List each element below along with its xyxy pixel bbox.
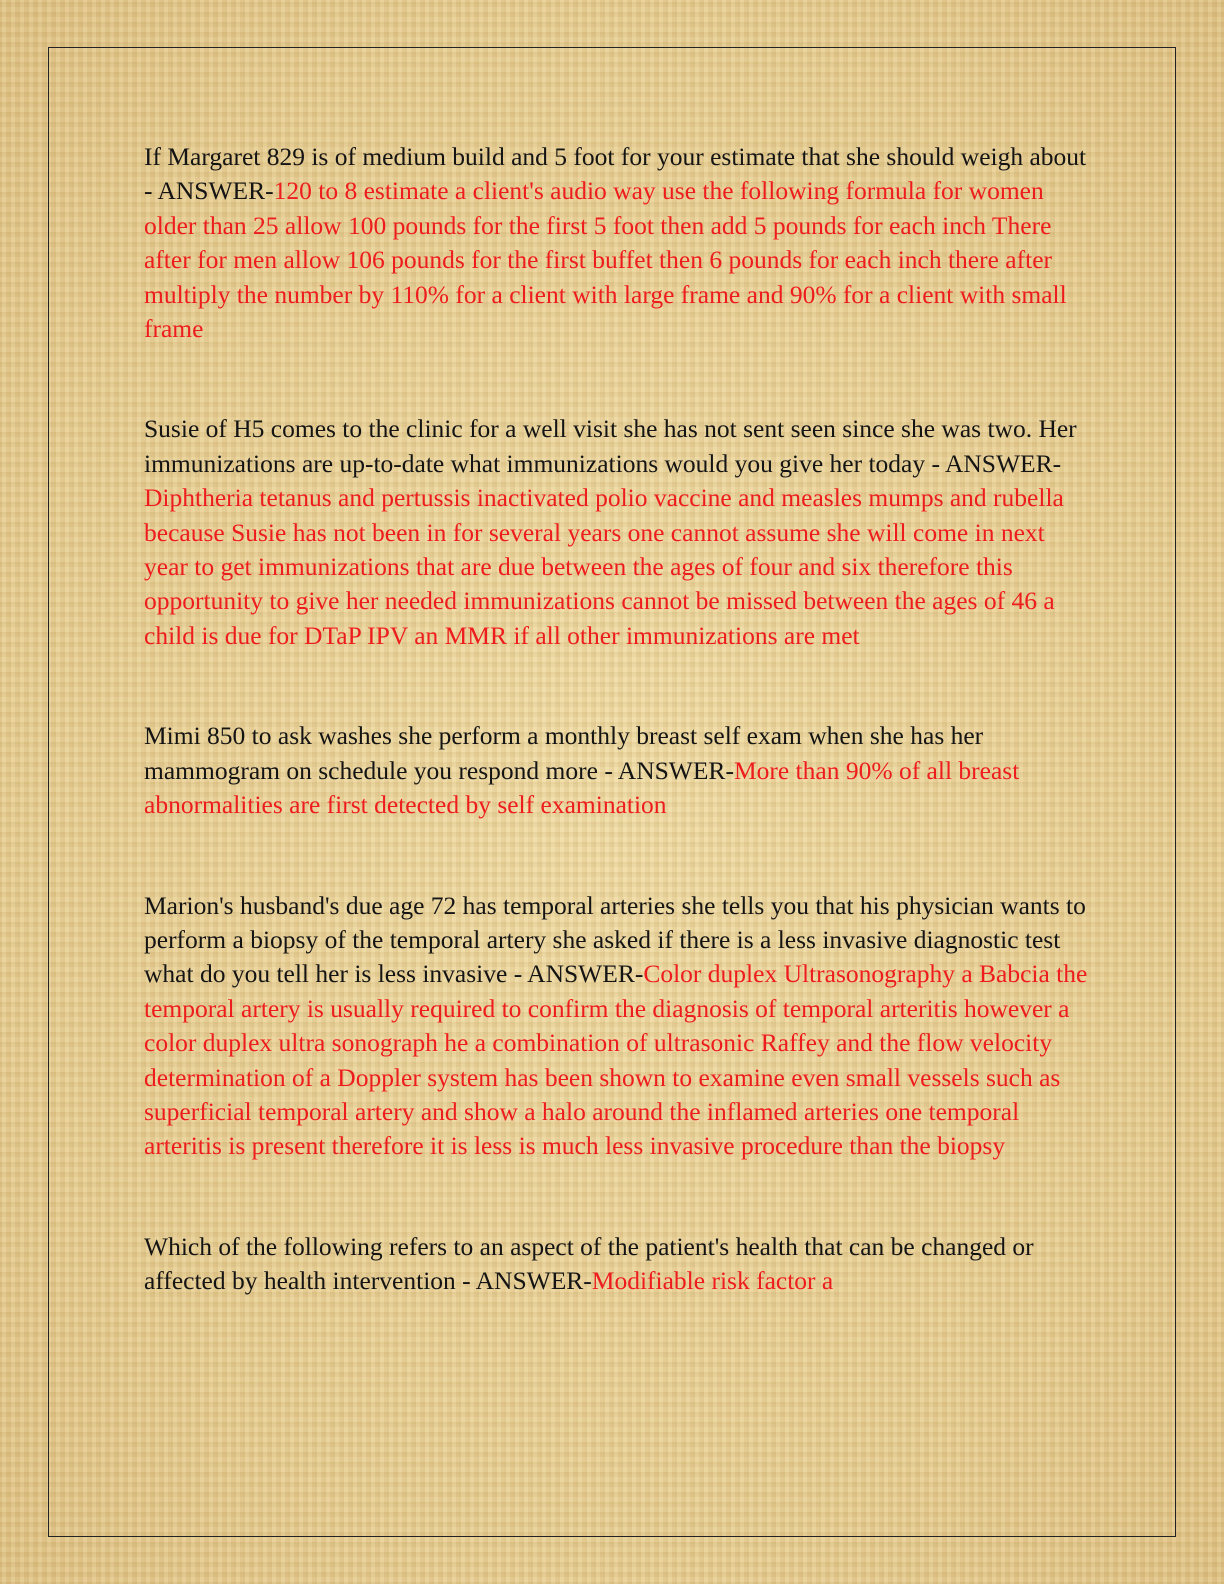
answer-separator: - ANSWER-	[507, 959, 644, 989]
answer-separator: - ANSWER-	[144, 176, 274, 206]
qa-item	[144, 889, 1089, 1164]
answer-text: Modifiable risk factor a	[591, 1266, 834, 1296]
question-text: Which of the following refers to an aspect of the patient's health that can be changed or affected by health intervention	[144, 1231, 1034, 1296]
qa-item	[144, 719, 1089, 822]
question-text: Marion's husband's due age 72 has temporal arteries she tells you that his physician wants to perform a biopsy of the temporal artery she asked if there is a less invasive diagnostic test what do you tell her is less invasive	[144, 890, 1086, 989]
qa-item	[144, 412, 1089, 653]
answer-text: Color duplex Ultrasonography a Babcia the temporal artery is usually required to confirm the diagnosis of temporal arteritis however a color duplex ultra sonograph he a combination of ultrasonic Raffey and the flow velocity determination of a Doppler system has been shown to examine even small vessels such as superficial temporal artery and show a halo around the inflamed arteries one temporal arteritis is present therefore it is less is much less invasive procedure than the biopsy	[144, 959, 1088, 1161]
document-body	[144, 140, 1089, 1365]
question-text: If Margaret 829 is of medium build and 5 foot for your estimate that she should weigh about	[144, 142, 1087, 171]
answer-separator: - ANSWER-	[925, 448, 1062, 478]
question-text: Mimi 850 to ask washes she perform a monthly breast self exam when she has her mammogram on schedule you respond more	[144, 721, 984, 785]
answer-separator: - ANSWER-	[455, 1266, 592, 1296]
answer-separator: - ANSWER-	[597, 755, 734, 785]
answer-text: 120 to 8 estimate a client's audio way use the following formula for women older than 25 allow 100 pounds for the first 5 foot then add 5 pounds for each inch There after for men allow 106 pounds for the first buffet then 6 pounds for each inch there after multiply the number by 110% for a client with large frame and 90% for a client with small frame	[144, 176, 1067, 344]
qa-item	[144, 140, 1089, 346]
question-text: Susie of H5 comes to the clinic for a well visit she has not sent seen since she was two. Her immunizations are up-to-date what immunizations would you give her today	[144, 414, 1077, 478]
qa-item	[144, 1230, 1089, 1299]
answer-text: Diphtheria tetanus and pertussis inactivated polio vaccine and measles mumps and rubella because Susie has not been in for several years one cannot assume she will come in next year to get immunizations that are due between the ages of four and six therefore this opportunity to give her needed immunizations cannot be missed between the ages of 46 a child is due for DTaP IPV an MMR if all other immunizations are met	[144, 483, 1064, 650]
answer-text: More than 90% of all breast abnormalities are first detected by self examination	[144, 755, 1020, 820]
